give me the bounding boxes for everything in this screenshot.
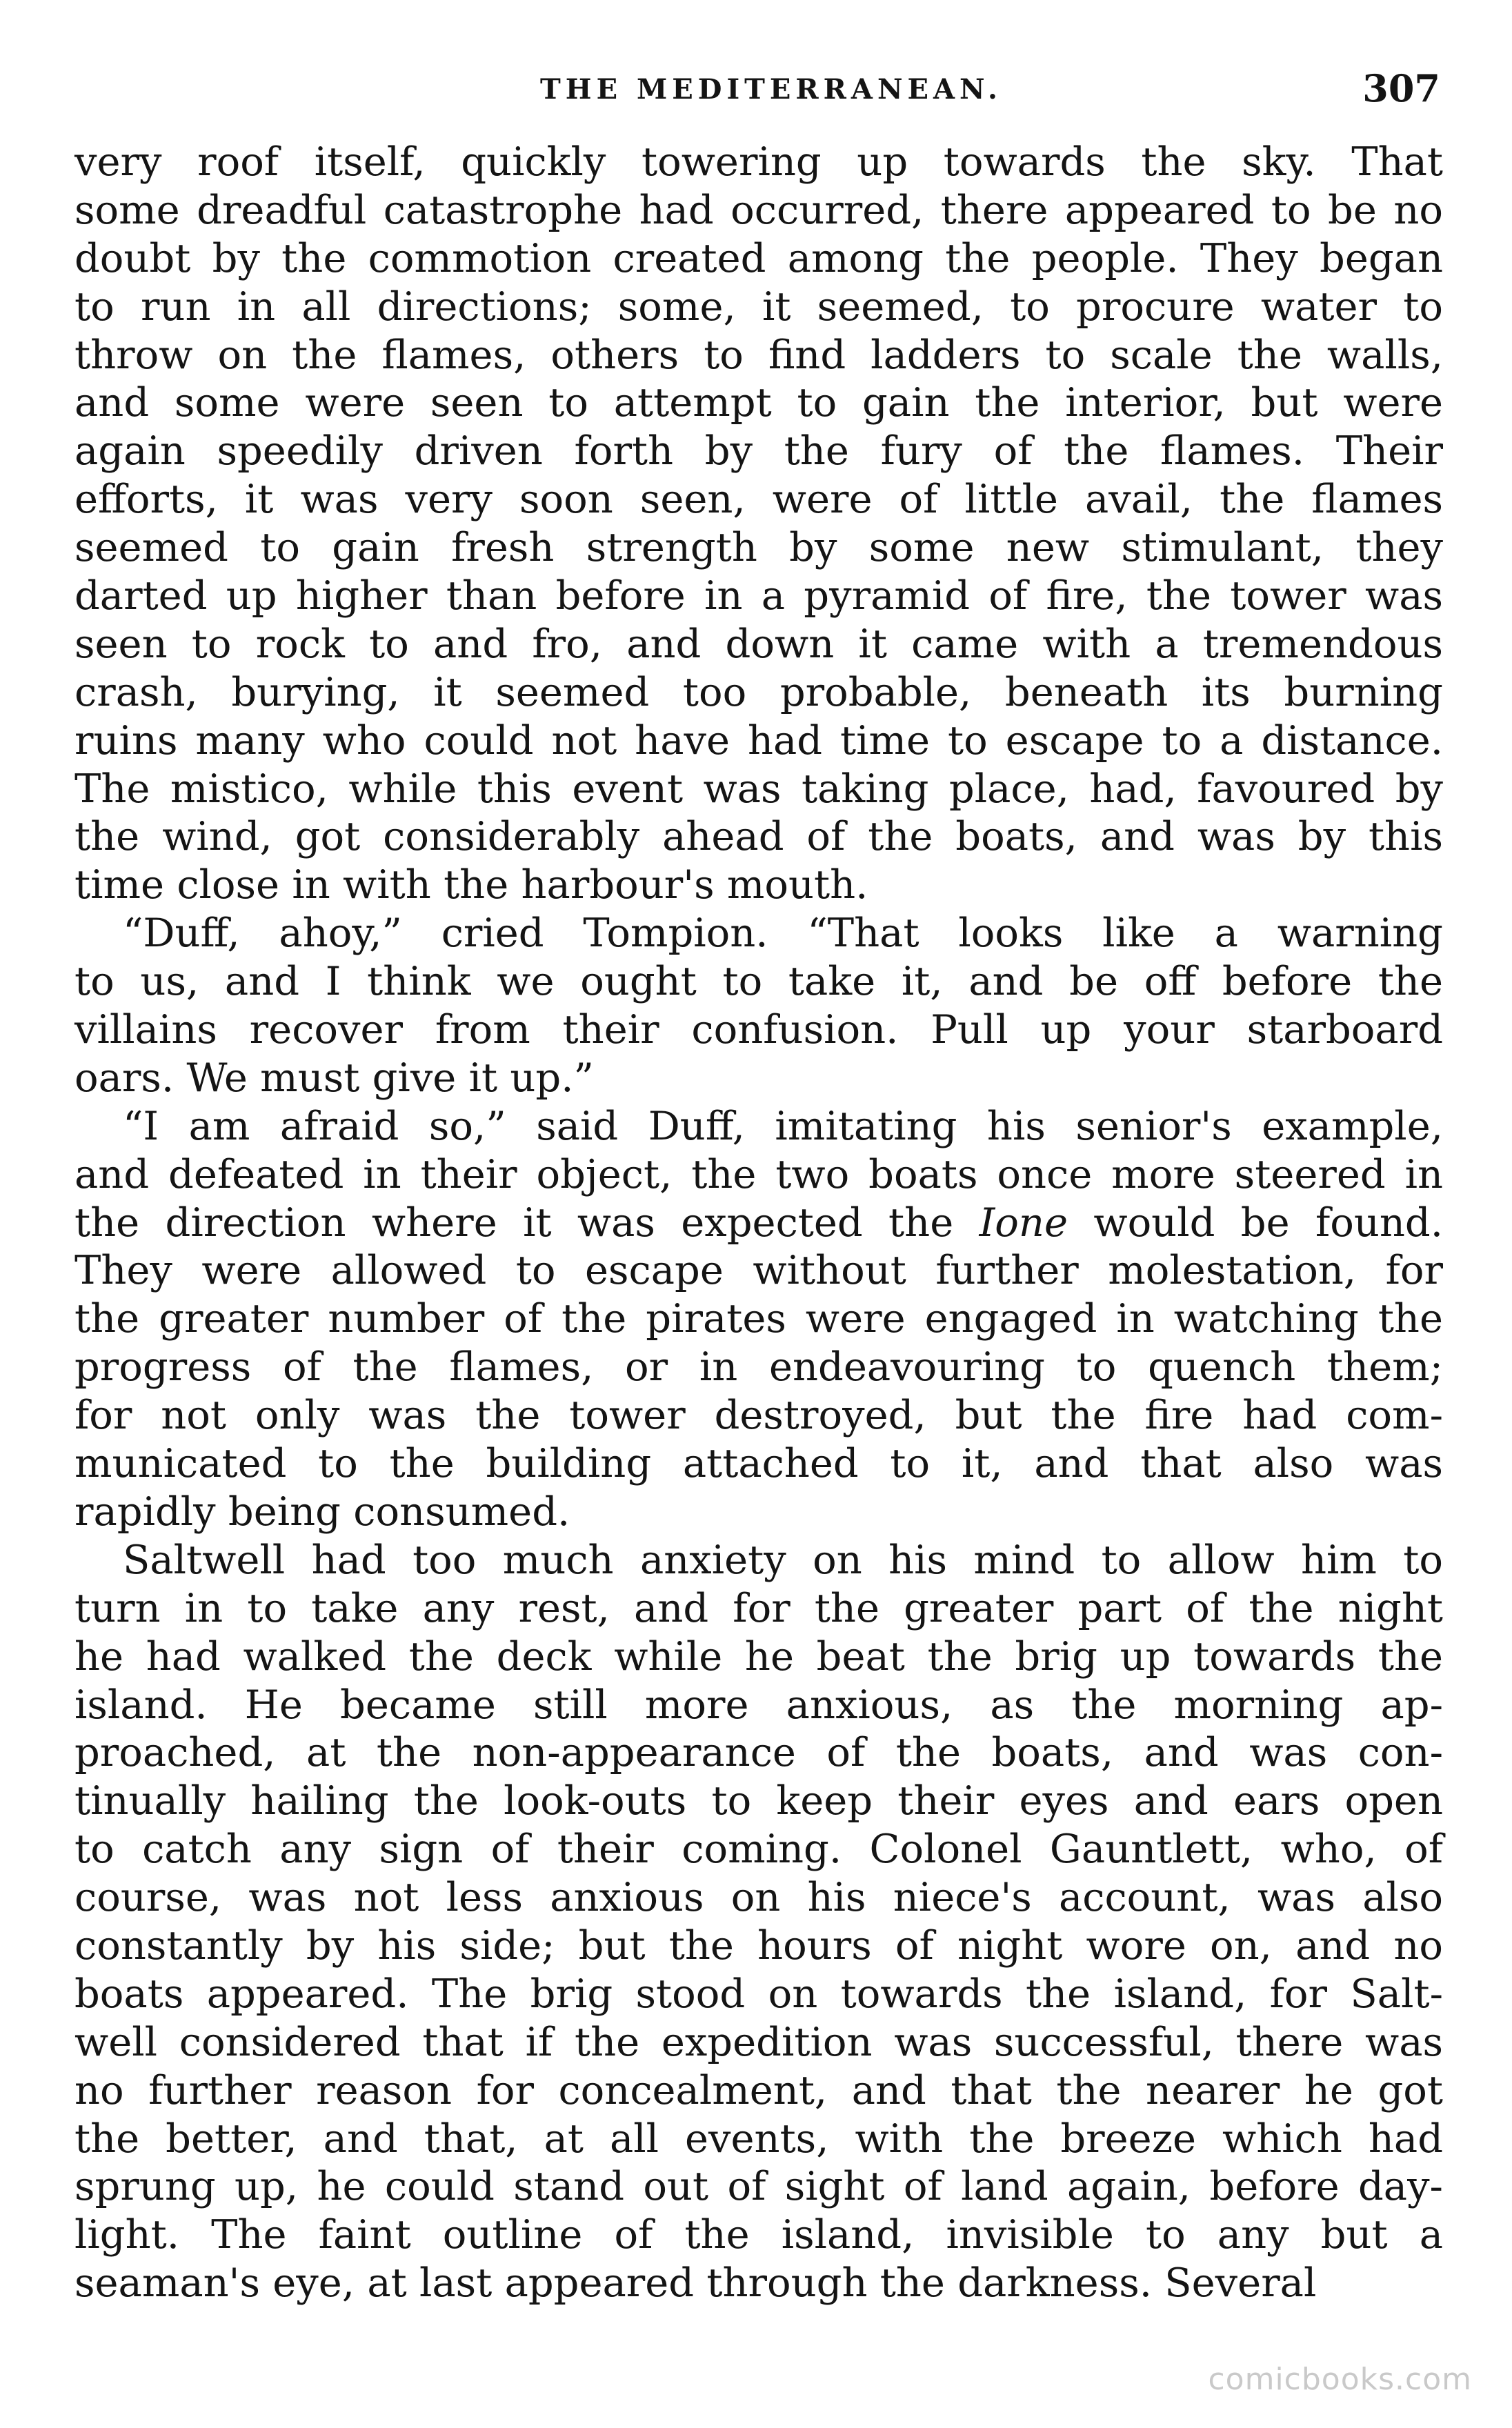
text-line: proached, at the non-appearance of the boats, and was con- — [74, 1729, 1443, 1776]
text-line: oars. We must give it up.” — [74, 1054, 594, 1101]
page-number: 307 — [1362, 66, 1440, 110]
text-line: to us, and I think we ought to take it, and be off before the — [74, 958, 1443, 1005]
text-line: no further reason for concealment, and that the nearer he got — [74, 2067, 1443, 2113]
text-line: constantly by his side; but the hours of night wore on, and no — [74, 1922, 1443, 1969]
body-text — [74, 138, 1443, 2307]
text-line: throw on the flames, others to find ladders to scale the walls, — [74, 331, 1443, 378]
text-line: the direction where it was expected the Ione would be found. — [74, 1199, 1444, 1246]
page-header — [74, 66, 1440, 128]
text-line: The mistico, while this event was taking place, had, favoured by — [74, 765, 1443, 812]
text-line: They were allowed to escape without further molestation, for — [74, 1247, 1443, 1294]
paragraph — [74, 1102, 1443, 1536]
text-line: Saltwell had too much anxiety on his mind to allow him to — [123, 1536, 1443, 1583]
text-line: to catch any sign of their coming. Colonel Gauntlett, who, of — [74, 1826, 1443, 1873]
text-line: crash, burying, it seemed too probable, beneath its burning — [74, 668, 1443, 715]
text-line: light. The faint outline of the island, invisible to any but a — [74, 2211, 1443, 2258]
text-line: he had walked the deck while he beat the brig up towards the — [74, 1633, 1443, 1680]
text-line: progress of the flames, or in endeavouring to quench them; — [74, 1344, 1443, 1391]
text-line: the better, and that, at all events, with the breeze which had — [74, 2115, 1443, 2162]
text-line: doubt by the commotion created among the people. They began — [74, 235, 1443, 281]
text-line: and defeated in their object, the two boats once more steered in — [74, 1151, 1443, 1197]
text-line: seaman's eye, at last appeared through the darkness. Several — [74, 2260, 1317, 2307]
text-line: “Duff, ahoy,” cried Tompion. “That looks like a warning — [123, 910, 1443, 957]
text-line: well considered that if the expedition was successful, there was — [74, 2018, 1443, 2065]
running-head: THE MEDITERRANEAN. — [540, 73, 1002, 106]
text-line: rapidly being consumed. — [74, 1488, 570, 1535]
text-line: course, was not less anxious on his niece's account, was also — [74, 1874, 1443, 1921]
paragraph — [74, 909, 1443, 1102]
text-line: seen to rock to and fro, and down it came with a tremendous — [74, 620, 1443, 667]
text-line: to run in all directions; some, it seemed, to procure water to — [74, 283, 1443, 330]
paragraph — [74, 1536, 1443, 2307]
text-line: efforts, it was very soon seen, were of little avail, the flames — [74, 476, 1443, 523]
text-line: seemed to gain fresh strength by some new stimulant, they — [74, 524, 1443, 571]
text-line: for not only was the tower destroyed, but the fire had com- — [74, 1392, 1443, 1439]
text-line: island. He became still more anxious, as the morning ap- — [74, 1681, 1443, 1728]
text-line: sprung up, he could stand out of sight of land again, before day- — [74, 2163, 1443, 2210]
text-line: some dreadful catastrophe had occurred, there appeared to be no — [74, 186, 1443, 233]
text-line: tinually hailing the look-outs to keep their eyes and ears open — [74, 1778, 1443, 1824]
text-line: and some were seen to attempt to gain the interior, but were — [74, 379, 1443, 426]
text-line: “I am afraid so,” said Duff, imitating his senior's example, — [123, 1102, 1443, 1149]
text-line: municated to the building attached to it, and that also was — [74, 1440, 1443, 1487]
text-line: ruins many who could not have had time to escape to a distance. — [74, 717, 1443, 764]
text-line: darted up higher than before in a pyramid of fire, the tower was — [74, 573, 1443, 619]
text-line: villains recover from their confusion. Pull up your starboard — [74, 1006, 1443, 1053]
text-line: time close in with the harbour's mouth. — [74, 862, 868, 908]
text-line: boats appeared. The brig stood on towards the island, for Salt- — [74, 1970, 1443, 2017]
text-line: very roof itself, quickly towering up towards the sky. That — [74, 139, 1443, 185]
text-line: the greater number of the pirates were engaged in watching the — [74, 1295, 1443, 1342]
watermark-text: comicbooks.com — [1208, 2362, 1472, 2397]
text-line: the wind, got considerably ahead of the boats, and was by this — [74, 813, 1443, 860]
paragraph — [74, 138, 1443, 909]
ship-name: Ione — [979, 1199, 1068, 1246]
text-line: turn in to take any rest, and for the greater part of the night — [74, 1584, 1443, 1631]
text-line: again speedily driven forth by the fury of the flames. Their — [74, 428, 1443, 475]
